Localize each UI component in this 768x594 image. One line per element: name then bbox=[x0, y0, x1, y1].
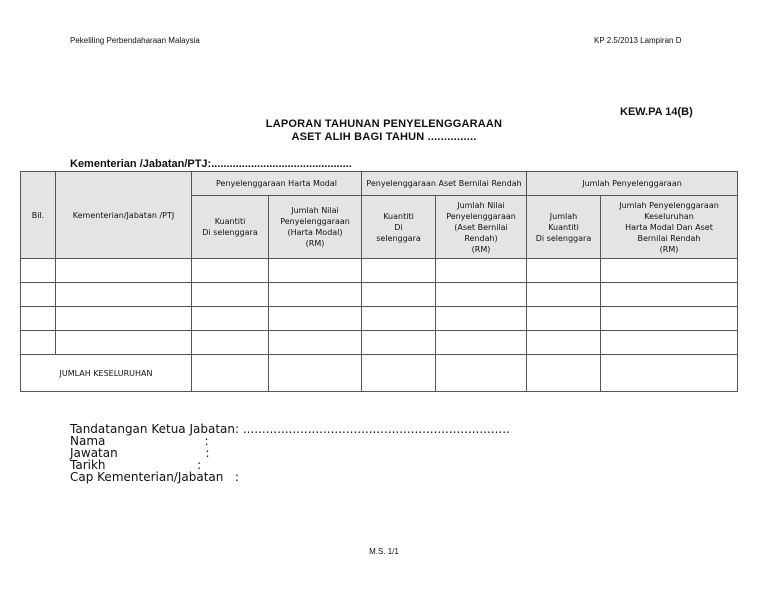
col-header-bil: Bil. bbox=[21, 172, 56, 259]
table-cell[interactable] bbox=[527, 283, 601, 307]
header-line: Jumlah bbox=[549, 211, 578, 221]
table-cell[interactable] bbox=[601, 331, 738, 355]
name-line: Nama : bbox=[70, 434, 209, 448]
col-header-total-value bbox=[601, 196, 738, 259]
table-cell[interactable] bbox=[21, 259, 56, 283]
signature-block bbox=[70, 423, 510, 483]
header-line: selenggara bbox=[376, 233, 421, 243]
col-header-capital-value bbox=[269, 196, 362, 259]
table-cell[interactable] bbox=[527, 259, 601, 283]
table-cell[interactable] bbox=[436, 331, 527, 355]
table-cell[interactable] bbox=[269, 355, 362, 392]
table-cell[interactable] bbox=[527, 355, 601, 392]
header-line: Di selenggara bbox=[202, 228, 258, 237]
table-cell[interactable] bbox=[56, 307, 192, 331]
header-line: Penyelenggaraan bbox=[446, 211, 516, 221]
group-header-capital: Penyelenggaraan Harta Modal bbox=[192, 172, 362, 196]
header-line: Kuantiti bbox=[214, 217, 246, 226]
header-line: Kuantiti bbox=[383, 211, 414, 221]
col-header-low-value-value bbox=[436, 196, 527, 259]
header-line: Rendah) bbox=[464, 233, 498, 243]
header-line: Harta Modal Dan Aset bbox=[625, 222, 713, 232]
table-cell[interactable] bbox=[192, 307, 269, 331]
table-row bbox=[21, 307, 738, 331]
col-header-ministry: Kementerian/Jabatan /PTJ bbox=[56, 172, 192, 259]
total-row bbox=[21, 355, 738, 392]
date-line: Tarikh : bbox=[70, 458, 202, 472]
table-cell[interactable] bbox=[362, 259, 436, 283]
table-cell[interactable] bbox=[269, 307, 362, 331]
group-header-total: Jumlah Penyelenggaraan bbox=[527, 172, 738, 196]
table-cell[interactable] bbox=[527, 331, 601, 355]
table-cell[interactable] bbox=[601, 283, 738, 307]
page-number: M.S. 1/1 bbox=[369, 547, 399, 556]
table-cell[interactable] bbox=[362, 307, 436, 331]
table-cell[interactable] bbox=[56, 259, 192, 283]
table-cell[interactable] bbox=[56, 283, 192, 307]
table-cell[interactable] bbox=[601, 259, 738, 283]
header-line: Bernilai Rendah bbox=[637, 233, 701, 243]
table-row bbox=[21, 331, 738, 355]
table-cell[interactable] bbox=[21, 283, 56, 307]
col-header-capital-quantity bbox=[192, 196, 269, 259]
table-cell[interactable] bbox=[21, 331, 56, 355]
col-header-total-quantity bbox=[527, 196, 601, 259]
stamp-line: Cap Kementerian/Jabatan : bbox=[70, 470, 239, 484]
table-cell[interactable] bbox=[362, 355, 436, 392]
table-cell[interactable] bbox=[601, 355, 738, 392]
header-line: Penyelenggaraan bbox=[280, 217, 350, 226]
position-line: Jawatan : bbox=[70, 446, 210, 460]
table-row bbox=[21, 283, 738, 307]
table-cell[interactable] bbox=[21, 307, 56, 331]
header-line: Jumlah Nilai bbox=[291, 206, 339, 215]
table-cell[interactable] bbox=[192, 283, 269, 307]
table-cell[interactable] bbox=[192, 259, 269, 283]
page-subtitle: ASET ALIH BAGI TAHUN ............... bbox=[291, 131, 477, 143]
table-cell[interactable] bbox=[436, 355, 527, 392]
header-line: (RM) bbox=[305, 239, 325, 248]
header-line: (Harta Modal) bbox=[287, 228, 343, 237]
table-cell[interactable] bbox=[436, 283, 527, 307]
table-cell[interactable] bbox=[436, 259, 527, 283]
header-line: Di bbox=[394, 222, 403, 232]
maintenance-table bbox=[20, 171, 738, 392]
table-cell[interactable] bbox=[269, 283, 362, 307]
table-cell[interactable] bbox=[362, 331, 436, 355]
col-header-low-value-quantity bbox=[362, 196, 436, 259]
header-right: KP 2.5/2013 Lampiran D bbox=[594, 36, 682, 45]
table-cell[interactable] bbox=[436, 307, 527, 331]
header-line: (RM) bbox=[471, 244, 491, 254]
table-cell[interactable] bbox=[269, 331, 362, 355]
header-line: (RM) bbox=[659, 244, 679, 254]
header-line: Keseluruhan bbox=[644, 211, 694, 221]
table-cell[interactable] bbox=[601, 307, 738, 331]
form-code: KEW.PA 14(B) bbox=[620, 106, 693, 118]
ministry-label: Kementerian /Jabatan/PTJ:.............................................. bbox=[70, 158, 352, 170]
table-cell[interactable] bbox=[269, 259, 362, 283]
table-cell[interactable] bbox=[192, 355, 269, 392]
table-cell[interactable] bbox=[362, 283, 436, 307]
table-cell[interactable] bbox=[527, 307, 601, 331]
table-row bbox=[21, 259, 738, 283]
table-cell[interactable] bbox=[56, 331, 192, 355]
total-label: JUMLAH KESELURUHAN bbox=[21, 355, 192, 392]
header-line: Kuantiti bbox=[548, 222, 579, 232]
signature-line: Tandatangan Ketua Jabatan: ...................................................................... bbox=[70, 422, 510, 436]
table-cell[interactable] bbox=[192, 331, 269, 355]
page-title: LAPORAN TAHUNAN PENYELENGGARAAN bbox=[265, 118, 503, 130]
header-line: Jumlah Penyelenggaraan bbox=[619, 200, 719, 210]
header-line: Di selenggara bbox=[535, 233, 592, 243]
group-header-low-value: Penyelenggaraan Aset Bernilai Rendah bbox=[362, 172, 527, 196]
header-line: (Aset Bernilai bbox=[454, 222, 508, 232]
header-left: Pekeliling Perbendaharaan Malaysia bbox=[70, 36, 200, 45]
header-line: Jumlah Nilai bbox=[457, 200, 505, 210]
